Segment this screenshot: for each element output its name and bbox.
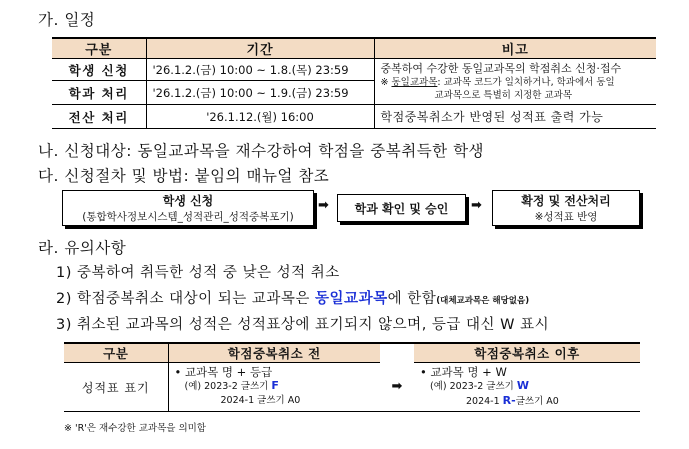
caution-2-term: 동일교과목 [315,291,388,307]
schedule-row-label: 전산 처리 [52,105,146,129]
caution-2-small: (대체교과목은 해당없음) [436,296,530,306]
compare-before-cell [168,363,380,412]
compare-header-row [64,343,640,363]
section-cautions: 라. 유의사항 [38,239,127,257]
compare-header-after: 학점중복취소 이후 [414,343,640,363]
flow-step1-sub: (통합학사정보시스템_성적관리_성적중복포기) [82,211,294,223]
compare-before-grade: F [271,379,279,392]
schedule-header-period: 기간 [146,38,374,59]
caution-2 [56,287,529,308]
schedule-header-note: 비고 [374,38,656,59]
schedule-header-category: 구분 [52,38,146,59]
schedule-row-label: 학생 신청 [52,59,146,81]
flow-step2-title: 학과 확인 및 승인 [354,201,449,216]
schedule-header-row [52,38,656,59]
compare-before-example: (예) 2023-2 글쓰기 [184,381,272,392]
flow-step-dept-approve [337,194,466,222]
compare-after-line2 [420,379,636,394]
caution-2-suffix: 에 한함 [387,291,437,307]
caution-2-prefix: 2) 학점중복취소 대상이 되는 교과목은 [56,291,316,307]
compare-after-r-mark: R- [502,394,516,407]
schedule-table [52,37,656,129]
compare-before-line2 [175,379,377,394]
caution-1: 1) 중복하여 취득한 성적 중 낮은 성적 취소 [56,265,340,281]
caution-3: 3) 취소된 교과목의 성적은 성적표상에 표기되지 않으며, 등급 대신 W 표시 [56,317,550,333]
schedule-note-definition-cont: 교과목으로 특별히 지정한 교과목 [434,90,573,101]
schedule-row [52,105,656,129]
compare-header-category: 구분 [64,343,168,363]
note-term: 동일교과목 [391,77,438,88]
schedule-row-note: 학점중복취소가 반영된 성적표 출력 가능 [374,105,656,129]
flow-step3-title: 확정 및 전산처리 [521,194,611,208]
compare-before-line3: 2024-1 글쓰기 A0 [220,395,301,406]
footnote: ※ 'R'은 재수강한 교과목을 의미함 [64,423,206,434]
flow-step3-sub: ※성적표 반영 [534,211,598,223]
section-target: 나. 신청대상: 동일교과목을 재수강하여 학점을 중복취득한 학생 [38,142,485,160]
flow-step1-title: 학생 신청 [162,194,214,208]
compare-after-line3 [420,394,636,409]
note-rest: : 교과목 코드가 일치하거나, 학과에서 동일 [437,77,615,88]
compare-row-label: 성적표 표기 [81,380,150,395]
section-schedule-heading: 가. 일정 [38,11,96,29]
schedule-note-definition [381,76,651,89]
schedule-note-main: 중복하여 수강한 동일교과목의 학점취소 신청·접수 [380,62,622,75]
schedule-row-label: 학과 처리 [52,81,146,105]
schedule-note-cell [374,59,656,105]
compare-after-line1: • 교과목 명 + W [420,365,507,379]
flow-step-finalize [492,190,640,226]
flow-arrow-icon: ➡ [471,198,482,213]
compare-header-spacer [380,343,414,363]
compare-after-term: 2024-1 [466,396,503,407]
schedule-row [52,59,656,81]
compare-after-course: 글쓰기 A0 [515,396,559,407]
compare-row [64,363,640,412]
compare-after-cell [414,363,640,412]
flow-step-student-apply [62,190,314,226]
compare-arrow-icon: ➡ [391,379,403,395]
compare-before-line1: • 교과목 명 + 등급 [174,365,273,379]
section-procedure: 다. 신청절차 및 방법: 붙임의 매뉴얼 참조 [38,167,330,185]
flow-arrow-icon: ➡ [318,198,329,213]
compare-table [64,342,640,412]
schedule-row-period: '26.1.2.(금) 10:00 ~ 1.9.(금) 23:59 [146,81,374,105]
note-mark: ※ [380,77,392,88]
compare-header-before: 학점중복취소 전 [168,343,380,363]
compare-after-grade: W [516,379,529,392]
schedule-row-period: '26.1.2.(금) 10:00 ~ 1.8.(목) 23:59 [146,59,374,81]
compare-after-example: (예) 2023-2 글쓰기 [430,381,517,392]
schedule-row-period: '26.1.12.(월) 16:00 [146,105,374,129]
